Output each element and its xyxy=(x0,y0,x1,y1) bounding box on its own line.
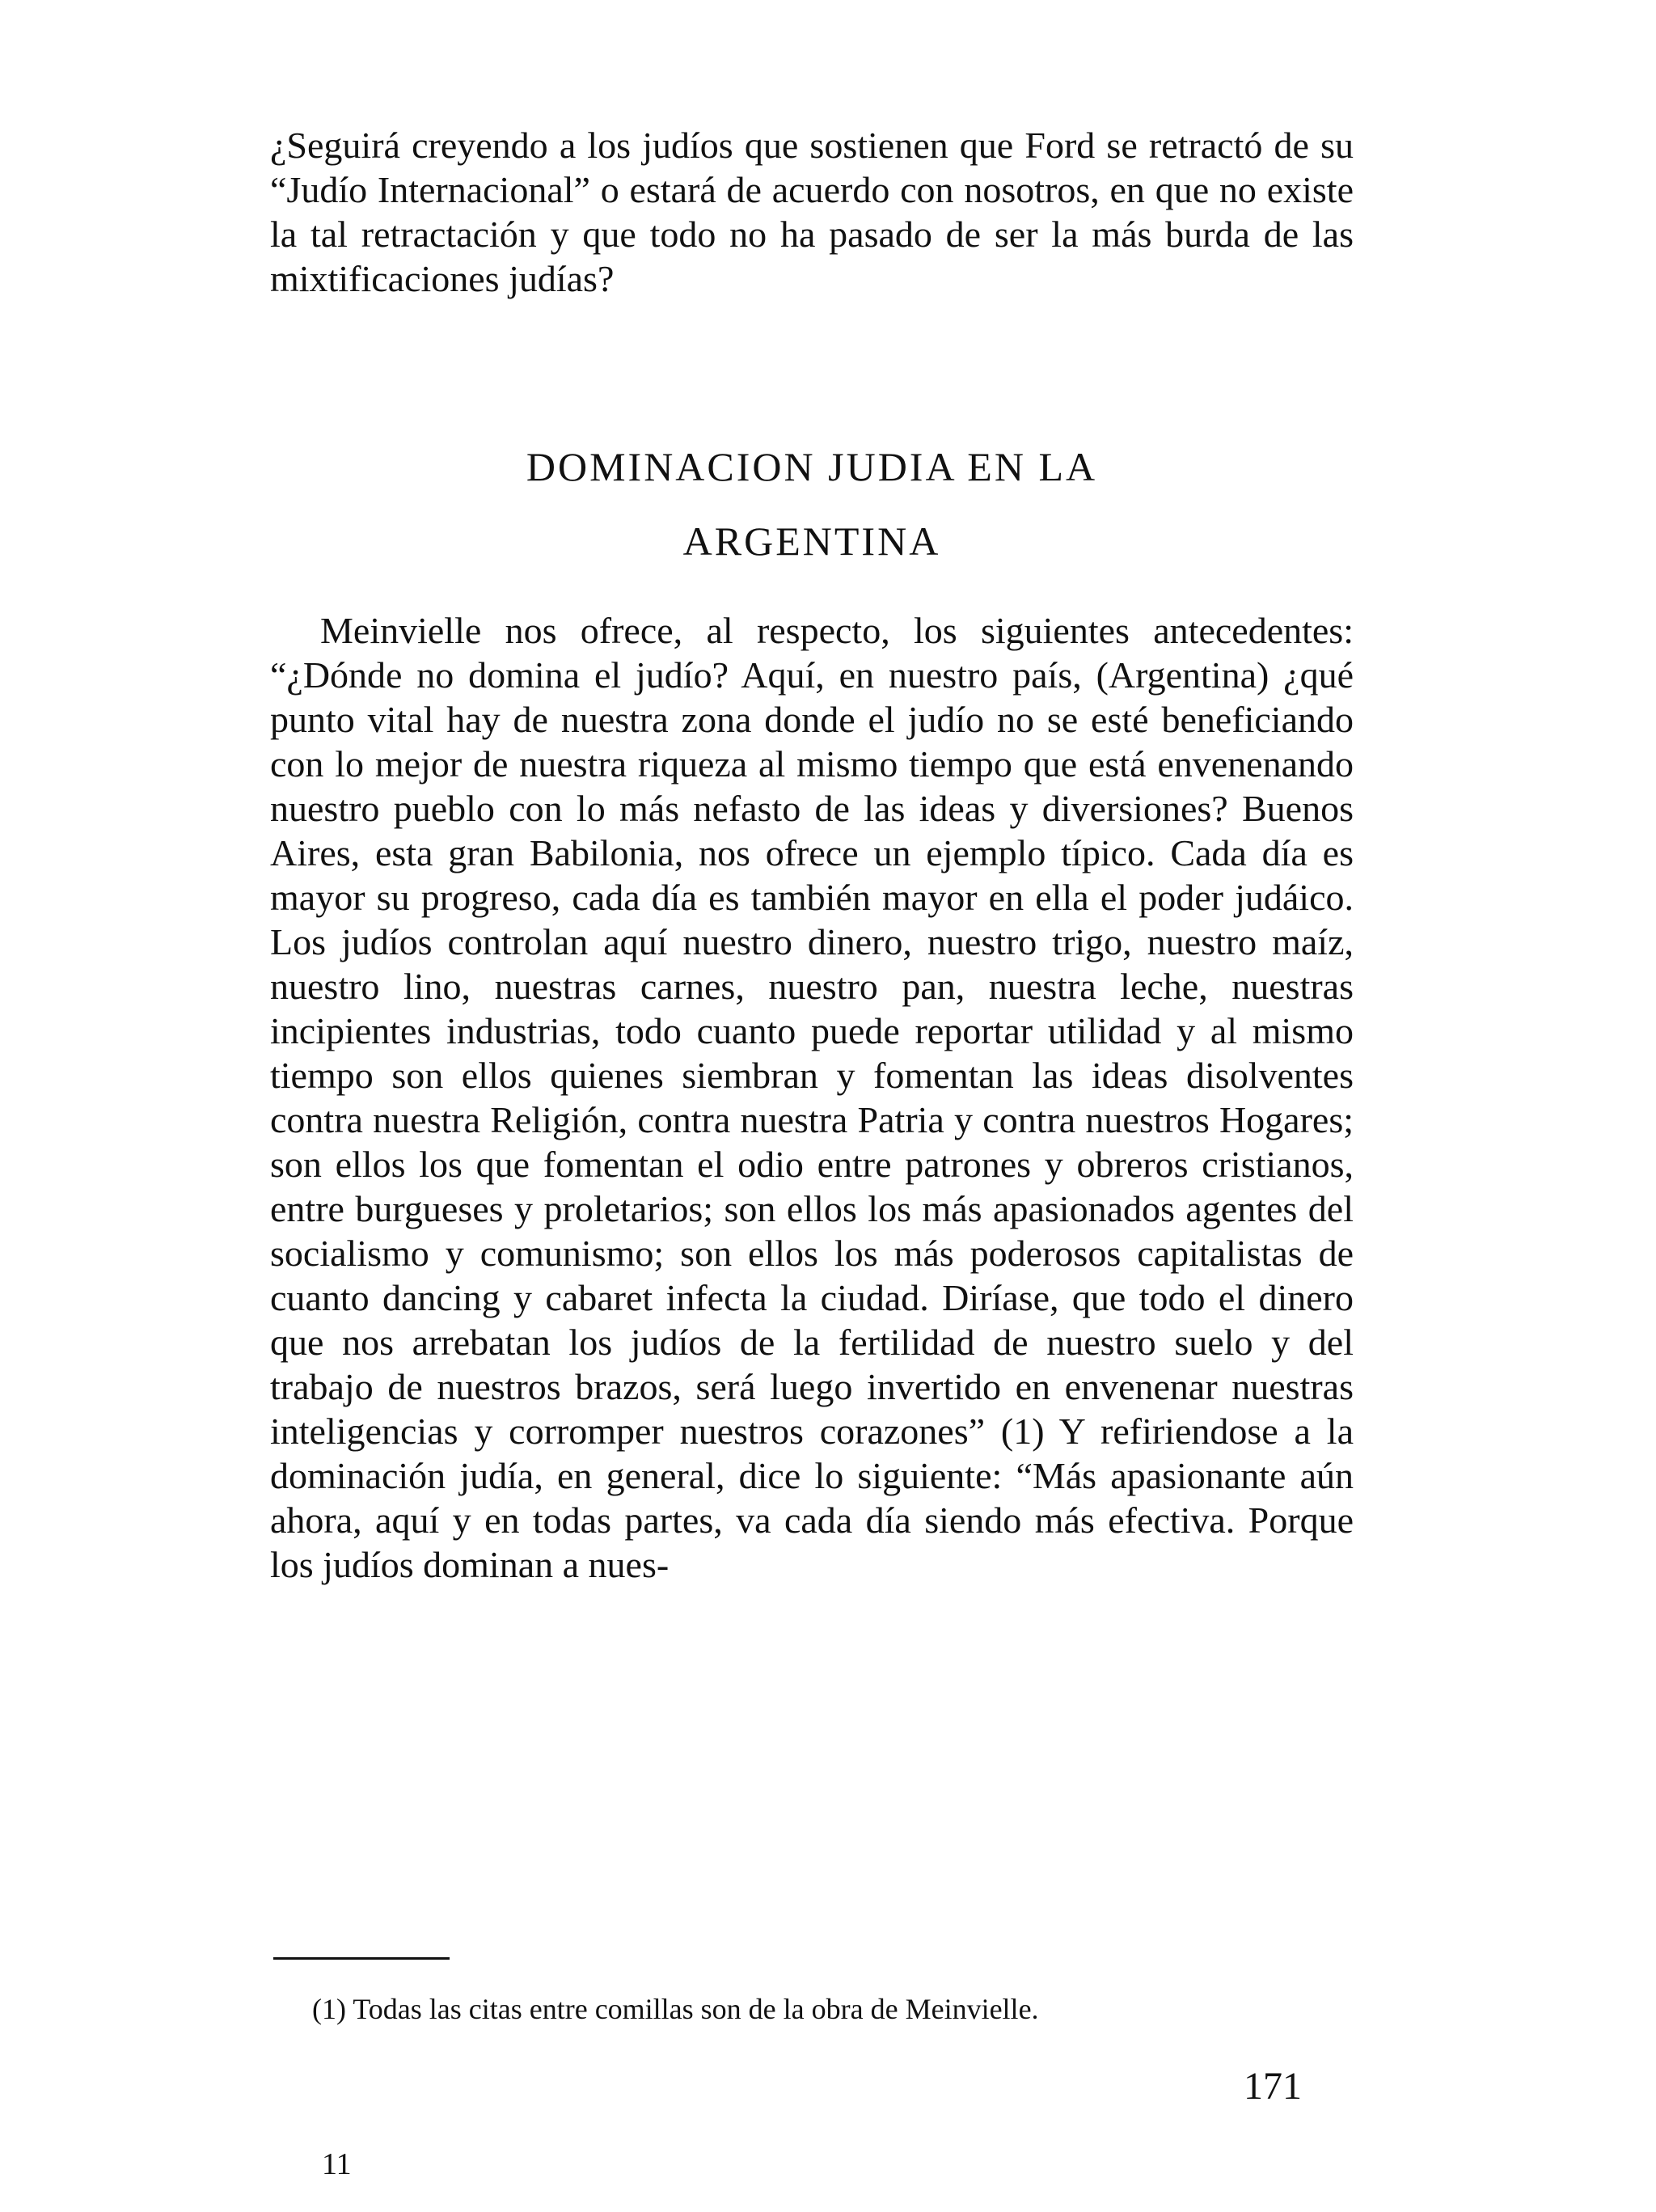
top-paragraph: ¿Seguirá creyendo a los judíos que sostienen que Ford se retractó de su “Judío Internacional” o estará de acuerdo con nosotros, en que no existe la tal retractación y que todo no ha pasado de ser la más burda de las mixtificaciones judías? xyxy=(270,125,1354,299)
section-heading-line-2: ARGENTINA xyxy=(682,518,941,564)
signature-mark: 11 xyxy=(322,2147,352,2181)
section-heading-line-1: DOMINACION JUDIA EN LA xyxy=(526,444,1098,489)
page-number: 171 xyxy=(1244,2065,1302,2108)
main-paragraph: Meinvielle nos ofrece, al respecto, los siguientes antecedentes: “¿Dónde no domina el judío? Aquí, en nuestro país, (Argentina) ¿qué punto vital hay de nuestra zona donde el judío no se esté beneficiando con lo mejor de nuestra riqueza al mismo tiempo que está envenenando nuestro pueblo con lo más nefasto de las ideas y diversiones? Buenos Aires, esta gran Babilonia, nos ofrece un ejemplo típico. Cada día es mayor su progreso, cada día es también mayor en ella el poder judáico. Los judíos controlan aquí nuestro dinero, nuestro trigo, nuestro maíz, nuestro lino, nuestras carnes, nuestro pan, nuestra leche, nuestras incipientes industrias, todo cuanto puede reportar utilidad y al mismo tiempo son ellos quienes siembran y fomentan las ideas disolventes contra nuestra Religión, contra nuestra Patria y contra nuestros Hogares; son ellos los que fomentan el odio entre patrones y obreros cristianos, entre burgueses y proletarios; son ellos los más apasionados agentes del socialismo y comunismo; son ellos los más poderosos capitalistas de cuanto dancing y cabaret infecta la ciudad. Diríase, que todo el dinero que nos arrebatan los judíos de la fertilidad de nuestro suelo y del trabajo de nuestros brazos, será luego invertido en envenenar nuestras inteligencias y corromper nuestros corazones” (1) Y refiriendose a la dominación judía, en general, dice lo siguiente: “Más apasionante aún ahora, aquí y en todas partes, va cada día siendo más efectiva. Porque los judíos dominan a nues- xyxy=(270,610,1354,1585)
footnote-divider xyxy=(273,1957,450,1960)
footnote: (1) Todas las citas entre comillas son de la obra de Meinvielle. xyxy=(312,1993,1039,2025)
